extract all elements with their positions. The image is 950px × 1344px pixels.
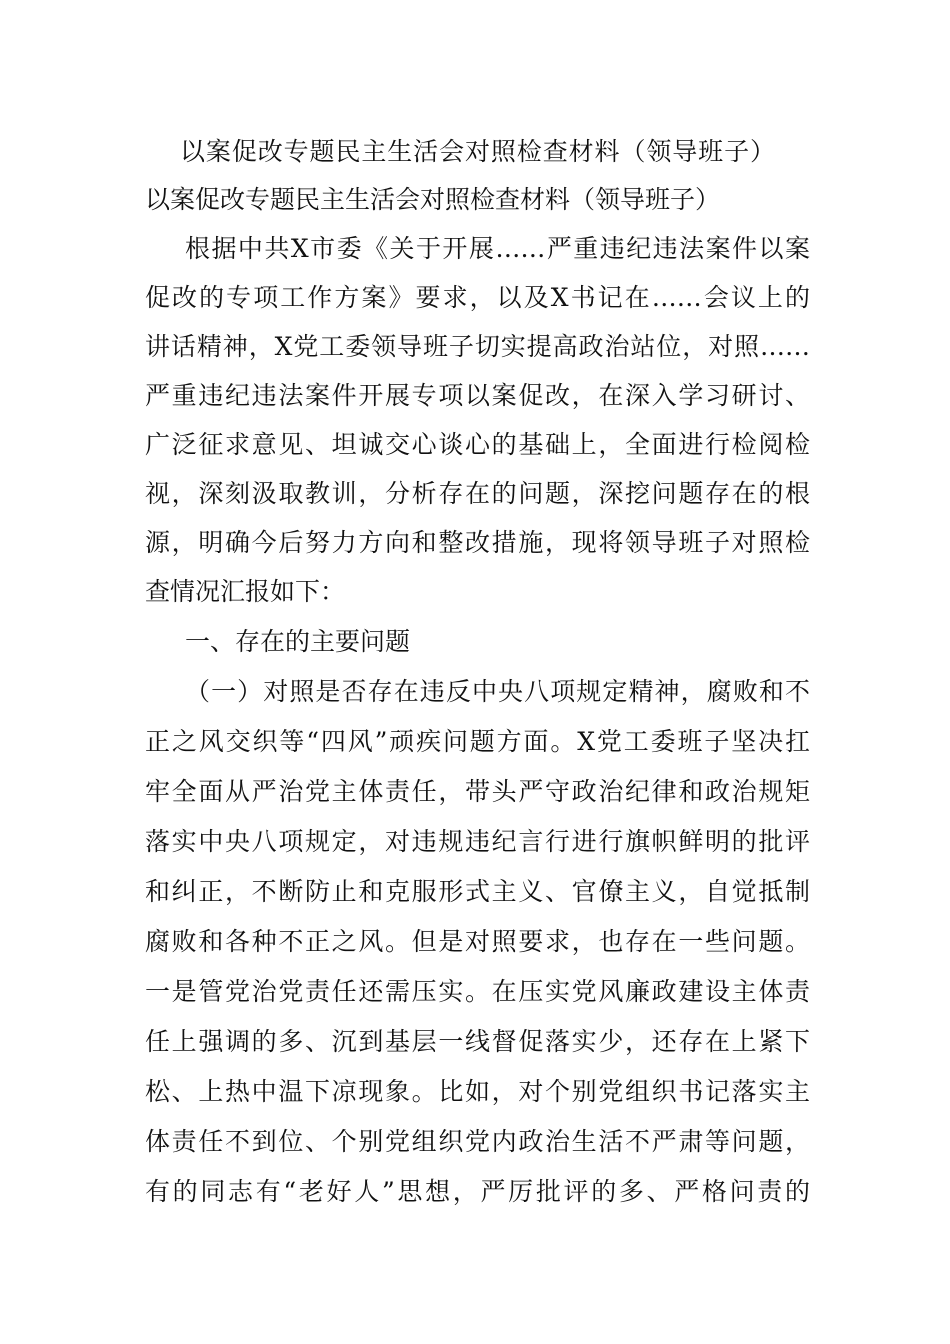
intro-paragraph-line: 讲话精神，X党工委领导班子切实提高政治站位，对照…… (145, 332, 810, 361)
body-paragraph-line: （一）对照是否存在违反中央八项规定精神，腐败和不 (185, 677, 810, 706)
intro-paragraph-line: 根据中共X市委《关于开展……严重违纪违法案件以案 (185, 234, 810, 263)
intro-paragraph-line: 严重违纪违法案件开展专项以案促改，在深入学习研讨、 (145, 381, 810, 410)
body-paragraph-line: 松、上热中温下凉现象。比如，对个别党组织书记落实主 (145, 1077, 810, 1106)
body-paragraph-line: 和纠正，不断防止和克服形式主义、官僚主义，自觉抵制 (145, 877, 810, 906)
body-paragraph-line: 牢全面从严治党主体责任，带头严守政治纪律和政治规矩 (145, 777, 810, 806)
intro-paragraph-line: 视，深刻汲取教训，分析存在的问题，深挖问题存在的根 (145, 479, 810, 508)
body-paragraph-line: 落实中央八项规定，对违规违纪言行进行旗帜鲜明的批评 (145, 827, 810, 856)
document-title-secondary: 以案促改专题民主生活会对照检查材料（领导班子） (145, 185, 721, 214)
body-paragraph-line: 正之风交织等“四风”顽疾问题方面。X党工委班子坚决扛 (145, 727, 810, 756)
intro-paragraph-line: 广泛征求意见、坦诚交心谈心的基础上，全面进行检阅检 (145, 430, 810, 459)
body-paragraph-line: 任上强调的多、沉到基层一线督促落实少，还存在上紧下 (145, 1027, 810, 1056)
section-heading: 一、存在的主要问题 (185, 627, 411, 656)
intro-paragraph-line: 源，明确今后努力方向和整改措施，现将领导班子对照检 (145, 528, 810, 557)
body-paragraph-line: 体责任不到位、个别党组织党内政治生活不严肃等问题， (145, 1127, 810, 1156)
body-paragraph-line: 一是管党治党责任还需压实。在压实党风廉政建设主体责 (145, 977, 810, 1006)
document-title-primary: 以案促改专题民主生活会对照检查材料（领导班子） (180, 137, 775, 166)
body-paragraph-line: 有的同志有“老好人”思想，严厉批评的多、严格问责的 (145, 1177, 810, 1206)
intro-paragraph-line: 查情况汇报如下： (145, 577, 346, 606)
intro-paragraph-line: 促改的专项工作方案》要求，以及X书记在……会议上的 (145, 283, 810, 312)
body-paragraph-line: 腐败和各种不正之风。但是对照要求，也存在一些问题。 (145, 927, 810, 956)
